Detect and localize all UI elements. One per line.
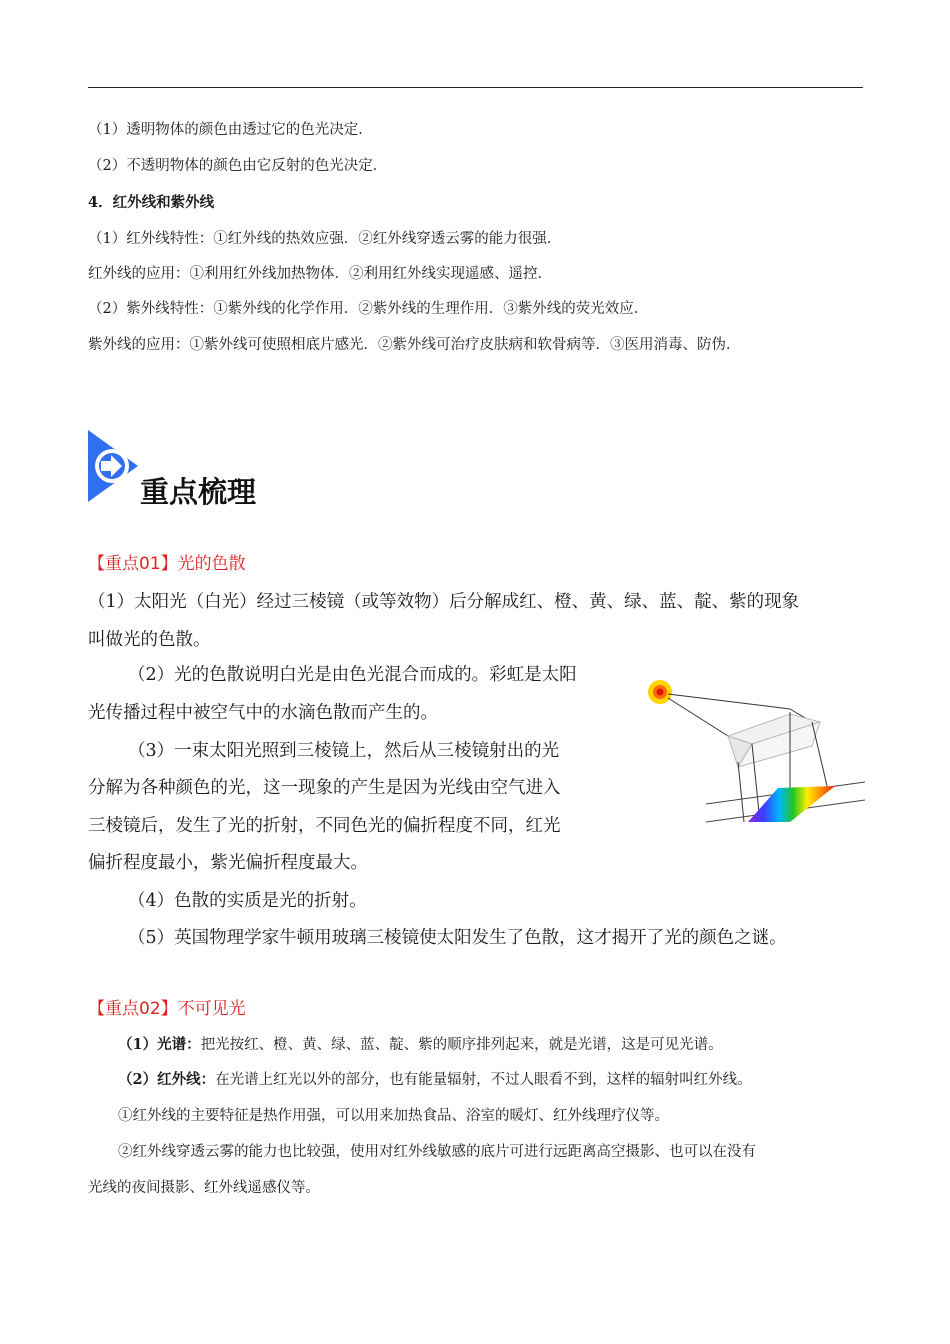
paragraph-line: 光传播过程中被空气中的水滴色散而产生的。 xyxy=(88,703,438,723)
point-title: 【重点02】不可见光 xyxy=(88,999,246,1019)
section-title: 4．红外线和紫外线 xyxy=(88,194,215,211)
paragraph-line xyxy=(118,1033,723,1054)
paragraph-line: 三棱镜后，发生了光的折射，不同色光的偏折程度不同，红光 xyxy=(88,816,561,836)
list-item: 红外线的应用：①利用红外线加热物体．②利用红外线实现遥感、遥控． xyxy=(88,266,552,282)
paragraph-line: ②红外线穿透云雾的能力也比较强，使用对红外线敏感的底片可进行远距离高空摄影、也可以在没有 xyxy=(118,1144,756,1160)
sun-icon xyxy=(648,680,672,704)
list-item: （2）紫外线特性：①紫外线的化学作用．②紫外线的生理作用．③紫外线的荧光效应． xyxy=(88,301,649,317)
header-rule xyxy=(88,87,863,88)
term-label: （1）光谱： xyxy=(118,1036,201,1053)
paragraph-line: ①红外线的主要特征是热作用强，可以用来加热食品、浴室的暖灯、红外线理疗仪等。 xyxy=(118,1108,669,1124)
paragraph-line xyxy=(118,1068,752,1089)
section-heading: 重点梳理 xyxy=(140,475,257,509)
arrow-badge-icon xyxy=(86,428,142,504)
list-item: （1）透明物体的颜色由透过它的色光决定． xyxy=(88,122,373,138)
paragraph-line: （5）英国物理学家牛顿用玻璃三棱镜使太阳发生了色散，这才揭开了光的颜色之谜。 xyxy=(128,928,787,948)
paragraph-line: 光线的夜间摄影、红外线遥感仪等。 xyxy=(88,1180,320,1196)
paragraph-line: （2）光的色散说明白光是由色光混合而成的。彩虹是太阳 xyxy=(128,665,577,685)
paragraph-line: （4）色散的实质是光的折射。 xyxy=(128,891,367,911)
list-item: （2）不透明物体的颜色由它反射的色光决定． xyxy=(88,158,388,174)
paragraph-line: （3）一束太阳光照到三棱镜上，然后从三棱镜射出的光 xyxy=(128,741,560,761)
list-item: （1）红外线特性：①红外线的热效应强．②红外线穿透云雾的能力很强． xyxy=(88,231,562,247)
paragraph-line: 叫做光的色散。 xyxy=(88,630,211,650)
paragraph-line: 偏折程度最小，紫光偏折程度最大。 xyxy=(88,853,368,873)
term-text: 在光谱上红光以外的部分，也有能量辐射，不过人眼看不到，这样的辐射叫红外线。 xyxy=(215,1072,752,1088)
point-title: 【重点01】光的色散 xyxy=(88,554,246,574)
prism-dispersion-diagram xyxy=(640,672,865,837)
term-label: （2）红外线： xyxy=(118,1071,216,1088)
paragraph-line: （1）太阳光（白光）经过三棱镜（或等效物）后分解成红、橙、黄、绿、蓝、靛、紫的现象 xyxy=(88,592,800,612)
term-text: 把光按红、橙、黄、绿、蓝、靛、紫的顺序排列起来，就是光谱，这是可见光谱。 xyxy=(200,1037,723,1053)
paragraph-line: 分解为各种颜色的光，这一现象的产生是因为光线由空气进入 xyxy=(88,778,561,798)
list-item: 紫外线的应用：①紫外线可使照相底片感光．②紫外线可治疗皮肤病和软骨病等．③医用消毒、防伪． xyxy=(88,337,741,353)
